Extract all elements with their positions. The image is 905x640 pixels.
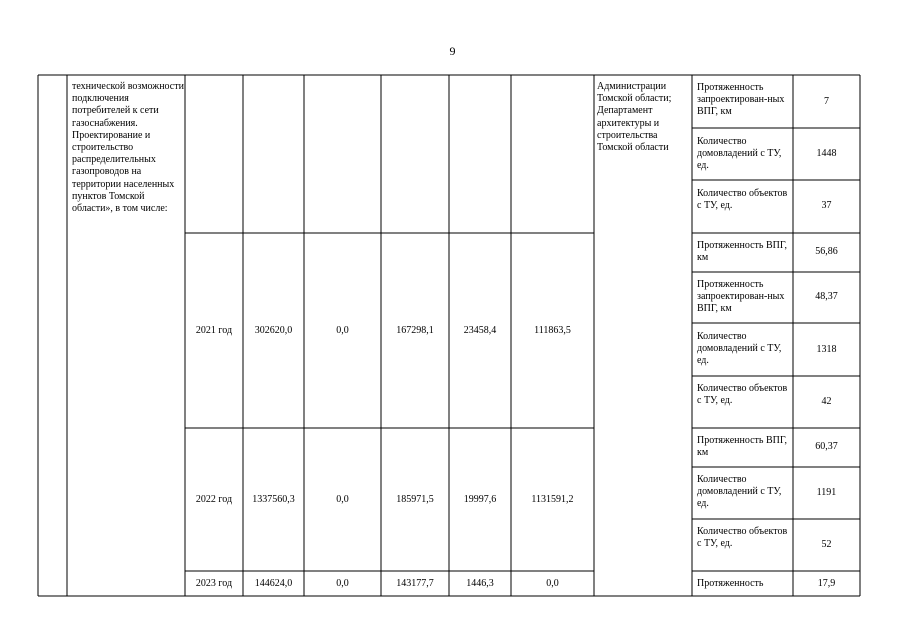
federal-cell: 0,0 xyxy=(336,325,349,336)
other-cell: 0,0 xyxy=(546,578,559,589)
year-cell: 2021 год xyxy=(195,325,233,336)
other-cell: 1131591,2 xyxy=(531,494,574,505)
indicator-value: 52 xyxy=(821,539,832,550)
indicator-value: 1448 xyxy=(816,148,837,159)
year-cell: 2022 год xyxy=(195,494,233,505)
indicator-name: Количество объектов с ТУ, ед. xyxy=(697,383,788,407)
indicator-value: 17,9 xyxy=(817,578,836,589)
event-description: технической возможности подключения потребителей к сети газоснабжения. Проектирование и строительство распределительных газопроводов на территории населенных пунктов Томской области», в том числе: xyxy=(72,81,184,215)
local-cell: 23458,4 xyxy=(463,325,497,336)
indicator-value: 37 xyxy=(821,200,832,211)
indicator-value: 1191 xyxy=(816,487,837,498)
indicator-value: 48,37 xyxy=(815,291,838,302)
indicator-value: 60,37 xyxy=(815,441,838,452)
other-cell: 111863,5 xyxy=(534,325,571,336)
indicator-value: 42 xyxy=(821,396,832,407)
local-cell: 1446,3 xyxy=(466,578,494,589)
federal-cell: 0,0 xyxy=(336,578,349,589)
indicator-name: Протяженность запроектирован-ных ВПГ, км xyxy=(697,82,785,118)
indicator-value: 1318 xyxy=(816,344,837,355)
indicator-value: 56,86 xyxy=(815,246,838,257)
total-cell: 1337560,3 xyxy=(252,494,295,505)
local-cell: 19997,6 xyxy=(463,494,497,505)
indicator-name: Протяженность ВПГ, км xyxy=(697,435,788,459)
indicator-name: Количество домовладений с ТУ, ед. xyxy=(697,331,782,367)
executor-text: Администрации Томской области; Департамент архитектуры и строительства Томской области xyxy=(597,81,672,154)
page-number: 9 xyxy=(449,44,456,58)
regional-cell: 185971,5 xyxy=(396,494,434,505)
regional-cell: 167298,1 xyxy=(396,325,434,336)
indicator-name: Количество домовладений с ТУ, ед. xyxy=(697,136,782,172)
total-cell: 144624,0 xyxy=(254,578,293,589)
regional-cell: 143177,7 xyxy=(396,578,434,589)
indicator-name: Протяженность ВПГ, км xyxy=(697,240,788,264)
year-cell: 2023 год xyxy=(195,578,233,589)
indicator-name: Протяженность запроектирован-ных ВПГ, км xyxy=(697,279,785,315)
total-cell: 302620,0 xyxy=(254,325,293,336)
indicator-name: Количество домовладений с ТУ, ед. xyxy=(697,474,782,510)
indicator-name: Протяженность xyxy=(697,578,764,589)
indicator-name: Количество объектов с ТУ, ед. xyxy=(697,526,788,550)
federal-cell: 0,0 xyxy=(336,494,349,505)
indicator-value: 7 xyxy=(824,96,829,107)
indicator-name: Количество объектов с ТУ, ед. xyxy=(697,188,788,212)
